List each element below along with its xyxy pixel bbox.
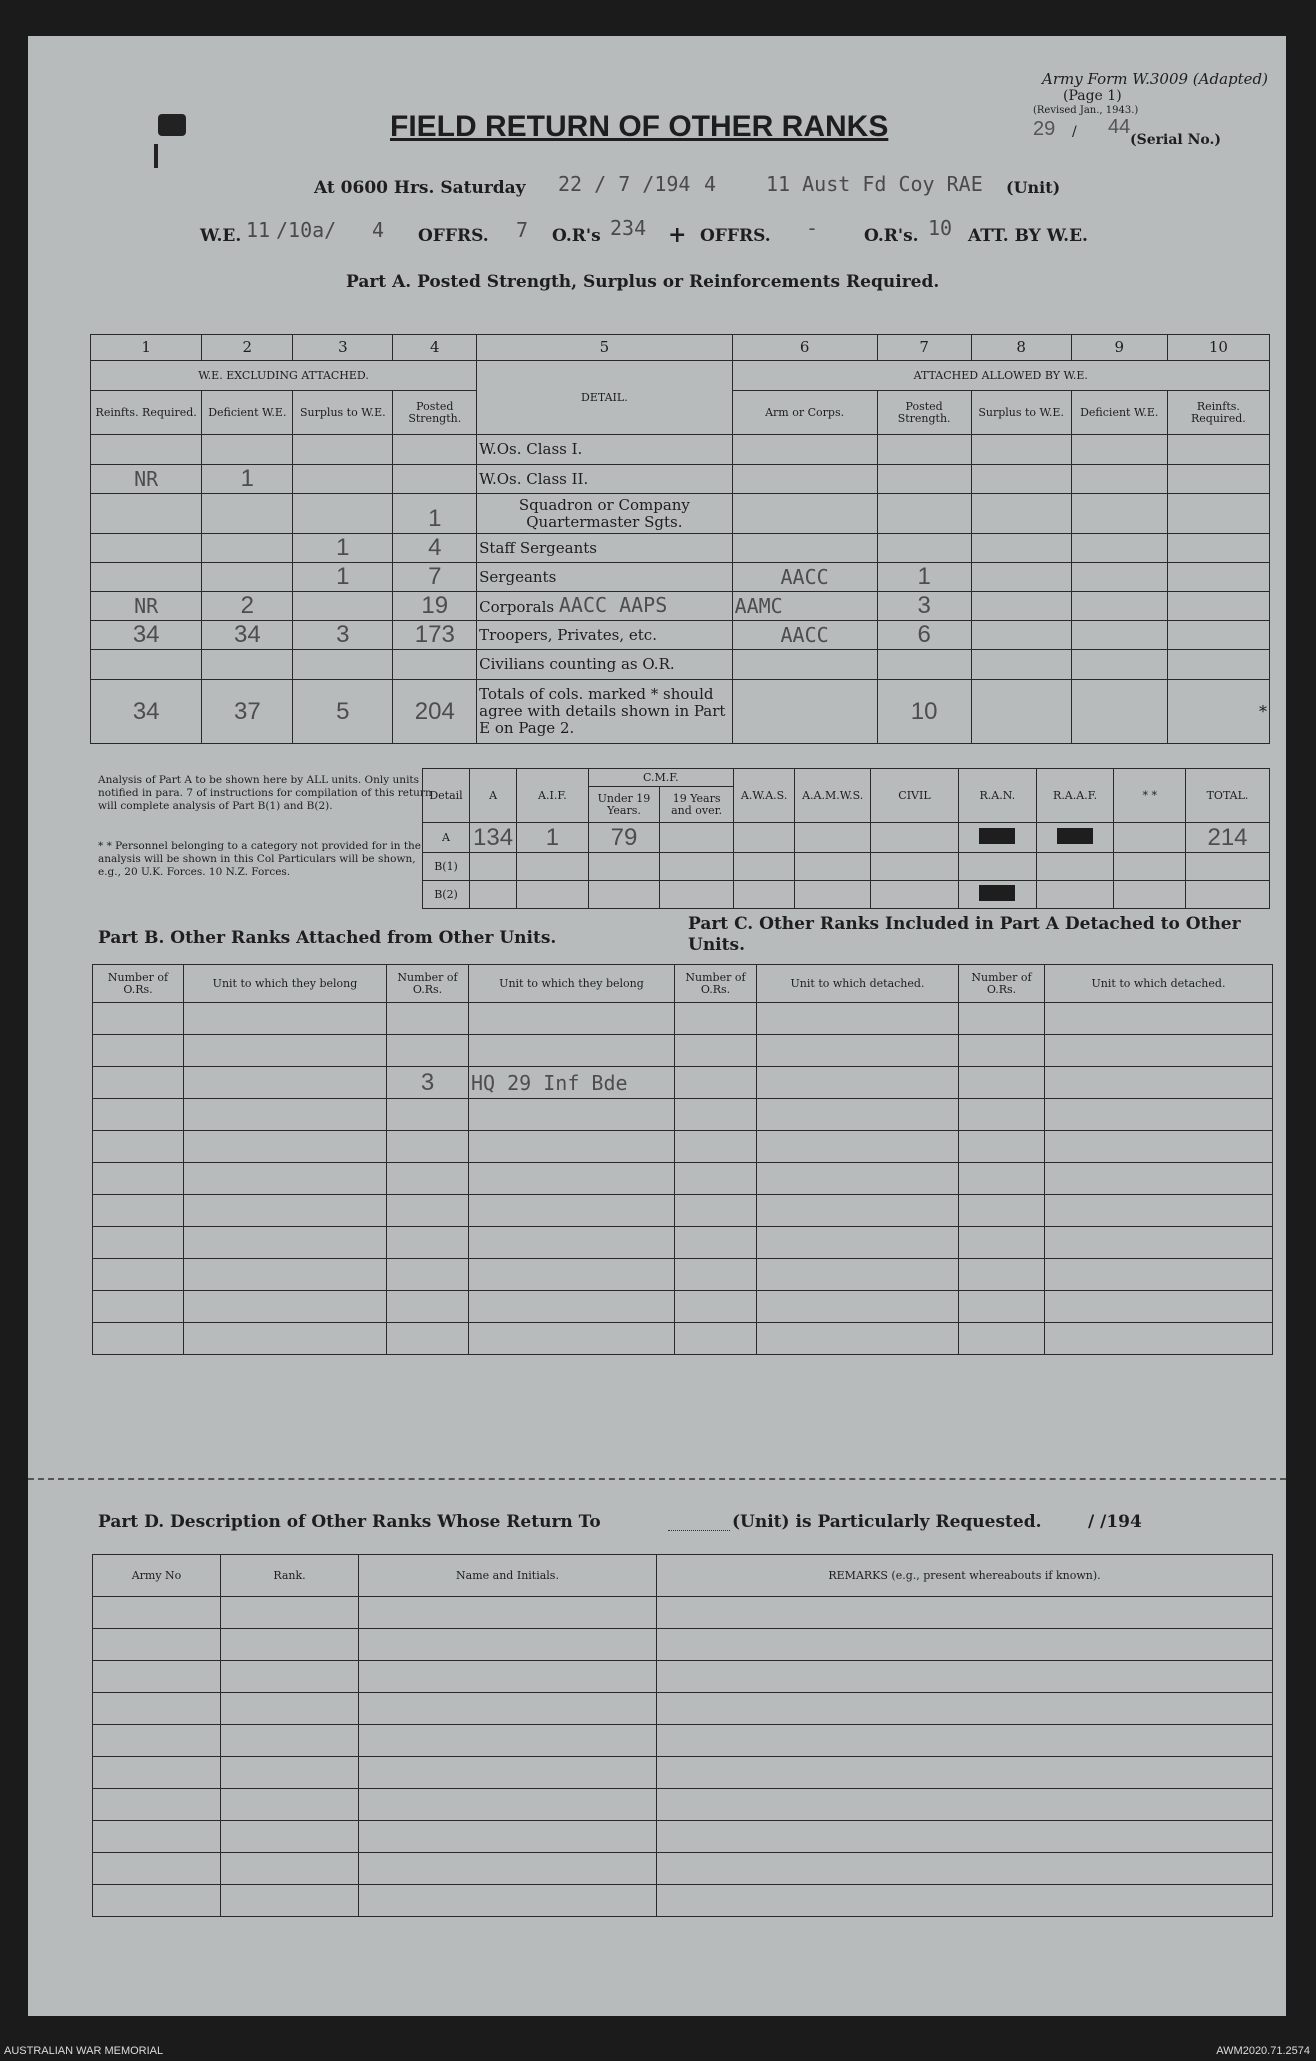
deficient-header: Deficient W.E. xyxy=(202,391,293,435)
cell: 6 xyxy=(877,621,971,650)
col-num: 3 xyxy=(293,335,393,361)
table-row xyxy=(91,465,1270,494)
reinf2-header: Reinfts. Required. xyxy=(1167,391,1269,435)
attached-allowed-header: ATTACHED ALLOWED BY W.E. xyxy=(732,361,1269,391)
col-num: 8 xyxy=(971,335,1071,361)
we-value-1: 11 xyxy=(246,218,271,242)
cell xyxy=(393,465,477,494)
cell: 7 xyxy=(393,563,477,592)
remarks-header: REMARKS (e.g., present whereabouts if known). xyxy=(657,1555,1273,1597)
detail-text: Corporals xyxy=(479,597,555,616)
cell xyxy=(91,494,202,534)
detail-cell: Troopers, Privates, etc. xyxy=(477,621,732,650)
table-row xyxy=(93,1099,1273,1131)
arm-cell xyxy=(732,534,877,563)
total-cell: 34 xyxy=(91,680,202,744)
we-label: W.E. xyxy=(200,226,242,246)
cell: 173 xyxy=(393,621,477,650)
offrs2-value: - xyxy=(806,216,819,240)
awas-header: A.W.A.S. xyxy=(733,769,794,823)
cell xyxy=(293,592,393,621)
ink-mark-2 xyxy=(154,144,178,168)
total-header: TOTAL. xyxy=(1186,769,1270,823)
cell xyxy=(293,650,393,680)
table-row xyxy=(91,592,1270,621)
table-row xyxy=(93,1885,1273,1917)
table-row xyxy=(93,1131,1273,1163)
table-row xyxy=(93,1003,1273,1035)
part-d-unit: (Unit) is Particularly Requested. xyxy=(732,1512,1042,1532)
cell: 2 xyxy=(202,592,293,621)
detail-typed: AACC AAPS xyxy=(558,592,668,617)
cell xyxy=(202,650,293,680)
cell xyxy=(91,650,202,680)
cell xyxy=(293,494,393,534)
deficient2-header: Deficient W.E. xyxy=(1071,391,1167,435)
letter-a: A xyxy=(489,788,498,802)
cell: 1 xyxy=(517,823,589,853)
part-c-num-header-2: Number of O.Rs. xyxy=(959,965,1045,1003)
form-page xyxy=(28,36,1286,2016)
arm-header: Arm or Corps. xyxy=(732,391,877,435)
part-bc-table xyxy=(92,964,1273,1355)
offrs-label: OFFRS. xyxy=(418,226,489,246)
table-row xyxy=(93,1195,1273,1227)
part-c-unit-header-2: Unit to which detached. xyxy=(1045,965,1273,1003)
form-title: FIELD RETURN OF OTHER RANKS xyxy=(390,110,889,143)
col-num: 4 xyxy=(393,335,477,361)
ors-label: O.R's xyxy=(552,226,601,246)
cell: 134 xyxy=(470,823,517,853)
cell xyxy=(202,494,293,534)
table-row xyxy=(93,1323,1273,1355)
part-b-title: Part B. Other Ranks Attached from Other Units. xyxy=(98,928,557,948)
table-row xyxy=(93,1035,1273,1067)
part-b-num-header-2: Number of O.Rs. xyxy=(387,965,469,1003)
we-value-3: 4 xyxy=(372,218,385,242)
offrs2-label: OFFRS. xyxy=(700,226,771,246)
arm-cell xyxy=(732,650,877,680)
cell: 3 xyxy=(293,621,393,650)
table-row xyxy=(93,1291,1273,1323)
year-value: 4 xyxy=(704,172,717,196)
form-page-number: (Page 1) xyxy=(1063,88,1122,104)
army-no-header: Army No xyxy=(93,1555,221,1597)
part-d-table xyxy=(92,1554,1273,1917)
redaction xyxy=(958,881,1036,909)
serial-b: 44 xyxy=(1108,116,1131,138)
part-c-title: Part C. Other Ranks Included in Part A Detached to Other Units. xyxy=(688,914,1241,955)
part-b-num-header: Number of O.Rs. xyxy=(93,965,184,1003)
footer-right: AWM2020.71.2574 xyxy=(1216,2045,1310,2057)
table-row xyxy=(91,650,1270,680)
analysis-row-b2 xyxy=(423,881,1270,909)
col-num: 7 xyxy=(877,335,971,361)
part-d-date: / /194 xyxy=(1088,1512,1142,1532)
analysis-detail-header: Detail xyxy=(423,769,470,823)
arm-cell xyxy=(732,435,877,465)
serial-slash: / xyxy=(1072,124,1077,140)
cell xyxy=(293,465,393,494)
part-b-unit-header: Unit to which they belong xyxy=(184,965,387,1003)
cell: 34 xyxy=(202,621,293,650)
cell: 1 xyxy=(293,534,393,563)
att-label: ATT. BY W.E. xyxy=(968,226,1088,246)
ran-header: R.A.N. xyxy=(958,769,1036,823)
totals-detail: Totals of cols. marked * should agree with details shown in Part E on Page 2. xyxy=(477,680,732,744)
part-d-title: Part D. Description of Other Ranks Whose Return To xyxy=(98,1512,601,1532)
plus-sign: + xyxy=(668,222,687,248)
ors2-label: O.R's. xyxy=(864,226,919,246)
cell: 1 xyxy=(393,494,477,534)
footer-left: AUSTRALIAN WAR MEMORIAL xyxy=(4,2045,164,2057)
table-row xyxy=(93,1821,1273,1853)
redaction xyxy=(958,823,1036,853)
table-row xyxy=(93,1227,1273,1259)
table-row xyxy=(93,1725,1273,1757)
table-row xyxy=(93,1629,1273,1661)
serial-a: 29 xyxy=(1033,118,1056,140)
cell: 1 xyxy=(877,563,971,592)
part-a-title: Part A. Posted Strength, Surplus or Reinforcements Required. xyxy=(346,272,940,292)
under19-header: Under 19 Years. xyxy=(588,787,660,823)
aif-header: A.I.F. xyxy=(517,769,589,823)
detail-header: DETAIL. xyxy=(477,361,732,435)
cell: NR xyxy=(91,465,202,494)
offrs-value: 7 xyxy=(516,218,529,242)
ink-mark xyxy=(158,114,186,136)
ors-value: 234 xyxy=(610,216,647,240)
detail-cell: Civilians counting as O.R. xyxy=(477,650,732,680)
star-mark: * xyxy=(1167,680,1269,744)
part-d-blank xyxy=(668,1530,730,1531)
total-cell: 37 xyxy=(202,680,293,744)
surplus2-header: Surplus to W.E. xyxy=(971,391,1071,435)
unit-label: (Unit) xyxy=(1006,178,1061,197)
cell xyxy=(877,435,971,465)
part-b-unit-header-2: Unit to which they belong xyxy=(469,965,675,1003)
detail-cell: Squadron or Company Quartermaster Sgts. xyxy=(477,494,732,534)
cell: 3 xyxy=(877,592,971,621)
total-cell: 204 xyxy=(393,680,477,744)
analysis-table xyxy=(422,768,1270,909)
detail-cell: W.Os. Class II. xyxy=(477,465,732,494)
at-time-label: At 0600 Hrs. Saturday xyxy=(314,178,526,198)
nineteen-header: 19 Years and over. xyxy=(660,787,734,823)
table-row xyxy=(93,1789,1273,1821)
cell xyxy=(202,563,293,592)
part-c-num-header: Number of O.Rs. xyxy=(675,965,757,1003)
arm-cell xyxy=(732,465,877,494)
part-c-unit-header: Unit to which detached. xyxy=(757,965,959,1003)
unit-value: 11 Aust Fd Coy RAE xyxy=(766,172,983,196)
cell: 4 xyxy=(393,534,477,563)
table-row xyxy=(91,534,1270,563)
col-num: 10 xyxy=(1167,335,1269,361)
table-row xyxy=(93,1661,1273,1693)
date-value: 22 / 7 /194 xyxy=(558,172,691,196)
detail-cell: W.Os. Class I. xyxy=(477,435,732,465)
surplus-header: Surplus to W.E. xyxy=(293,391,393,435)
totals-row xyxy=(91,680,1270,744)
civil-header: CIVIL xyxy=(871,769,959,823)
serial-label: (Serial No.) xyxy=(1130,132,1221,148)
we-value-2: /10a/ xyxy=(276,218,337,242)
raaf-header: R.A.A.F. xyxy=(1036,769,1114,823)
analysis-note-2: * * Personnel belonging to a category not provided for in the analysis will be shown in this Col Particulars will be shown, e.g., 20 U.K. Forces. 10 N.Z. Forces. xyxy=(98,840,422,878)
rank-header: Rank. xyxy=(221,1555,359,1597)
analysis-row-b1 xyxy=(423,853,1270,881)
col-num: 5 xyxy=(477,335,732,361)
cell xyxy=(91,534,202,563)
col-num: 9 xyxy=(1071,335,1167,361)
cell: 1 xyxy=(202,465,293,494)
table-row xyxy=(91,494,1270,534)
row-label: B(2) xyxy=(423,881,470,909)
form-number: Army Form W.3009 (Adapted) xyxy=(1042,70,1268,88)
table-row xyxy=(93,1067,1273,1099)
arm-cell xyxy=(732,494,877,534)
cell xyxy=(202,534,293,563)
table-row xyxy=(93,1693,1273,1725)
arm-cell: AACC xyxy=(732,563,877,592)
table-row xyxy=(91,435,1270,465)
cell xyxy=(393,650,477,680)
cell xyxy=(91,435,202,465)
table-row xyxy=(93,1259,1273,1291)
part-a-table xyxy=(90,334,1270,744)
cell: 1 xyxy=(293,563,393,592)
analysis-note-1: Analysis of Part A to be shown here by ALL units. Only units notified in para. 7 of instructions for compilation of this return will complete analysis of Part B(1) and B(2). xyxy=(98,774,432,812)
analysis-row-a xyxy=(423,823,1270,853)
table-row xyxy=(93,1163,1273,1195)
cell xyxy=(877,465,971,494)
col-num: 2 xyxy=(202,335,293,361)
row-label: A xyxy=(423,823,470,853)
detail-cell: Staff Sergeants xyxy=(477,534,732,563)
cell: 79 xyxy=(588,823,660,853)
reinf-header: Reinfts. Required. xyxy=(91,391,202,435)
detail-cell: Sergeants xyxy=(477,563,732,592)
cell xyxy=(877,494,971,534)
table-row xyxy=(91,563,1270,592)
table-row xyxy=(93,1597,1273,1629)
redaction xyxy=(1036,823,1114,853)
form-revised: (Revised Jan., 1943.) xyxy=(1033,105,1139,116)
table-row xyxy=(93,1757,1273,1789)
total-cell: 5 xyxy=(293,680,393,744)
detail-cell xyxy=(477,592,732,621)
cell: NR xyxy=(91,592,202,621)
column-number-row xyxy=(91,335,1270,361)
cell xyxy=(91,563,202,592)
we-excluding-header: W.E. EXCLUDING ATTACHED. xyxy=(91,361,477,391)
col-num: 6 xyxy=(732,335,877,361)
cmf-header: C.M.F. xyxy=(588,769,733,787)
cell: 34 xyxy=(91,621,202,650)
cell: 19 xyxy=(393,592,477,621)
cell xyxy=(202,435,293,465)
row-label: B(1) xyxy=(423,853,470,881)
entry-unit: HQ 29 Inf Bde xyxy=(469,1067,675,1099)
perforation-line xyxy=(28,1478,1286,1480)
arm-cell: AAMC xyxy=(732,592,877,621)
arm-cell: AACC xyxy=(732,621,877,650)
cell xyxy=(877,650,971,680)
col-num: 1 xyxy=(91,335,202,361)
ors2-value: 10 xyxy=(928,216,953,240)
other-header: * * xyxy=(1114,769,1186,823)
table-row xyxy=(93,1853,1273,1885)
entry-number: 3 xyxy=(387,1067,469,1099)
cell xyxy=(877,534,971,563)
col-a-header xyxy=(470,769,517,823)
cell xyxy=(293,435,393,465)
posted2-header: Posted Strength. xyxy=(877,391,971,435)
aamws-header: A.A.M.W.S. xyxy=(795,769,871,823)
posted-header: Posted Strength. xyxy=(393,391,477,435)
cell xyxy=(393,435,477,465)
total-cell: 10 xyxy=(877,680,971,744)
cell: 214 xyxy=(1186,823,1270,853)
name-header: Name and Initials. xyxy=(359,1555,657,1597)
table-row xyxy=(91,621,1270,650)
